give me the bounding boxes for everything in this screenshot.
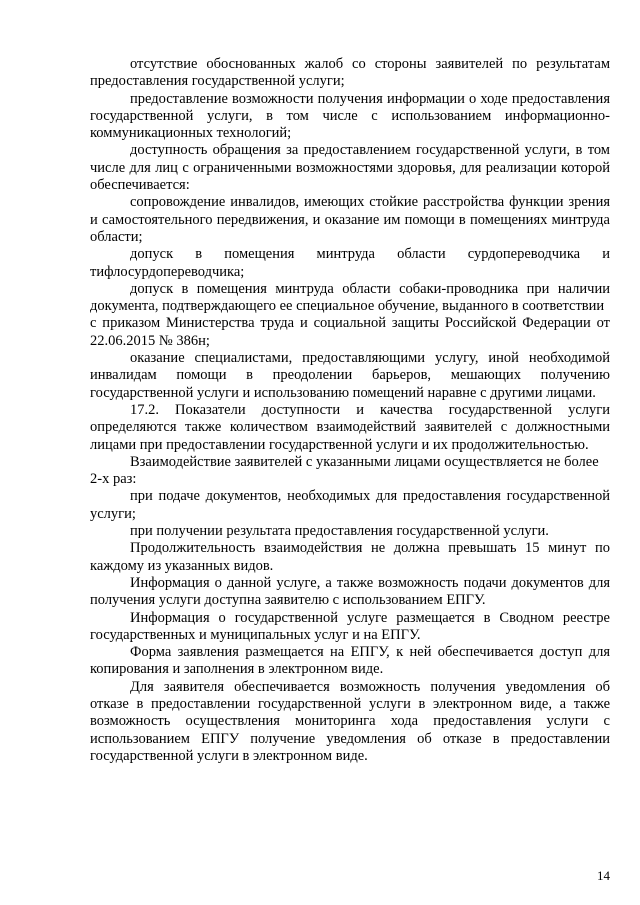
paragraph: доступность обращения за предоставлением государственной услуги, в том числе для лиц с ограниченными возможностями здоровья, для реализации которой обеспечивается:: [90, 142, 610, 194]
document-body: [90, 56, 610, 765]
paragraph: 17.2. Показатели доступности и качества государственной услуги определяются также количеством взаимодействий заявителей с должностными лицами при предоставлении государственной услуги и их продолжительностью.: [90, 401, 610, 453]
paragraph: Информация о данной услуге, а также возможность подачи документов для получения услуги доступна заявителю с использованием ЕПГУ.: [90, 574, 610, 609]
paragraph: допуск в помещения минтруда области собаки-проводника при наличии документа, подтверждающего ее специальное обучение, выданного в соответствии: [90, 280, 610, 315]
paragraph: Для заявителя обеспечивается возможность получения уведомления об отказе в предоставлении государственной услуги в электронном виде, а также возможность осуществления мониторинга хода предоставления услуги с использованием ЕПГУ получение уведомления об отказе в предоставлении государственной услуги в электронном виде.: [90, 678, 610, 764]
paragraph: 2-х раз:: [90, 471, 137, 488]
paragraph: при подаче документов, необходимых для предоставления государственной услуги;: [90, 488, 610, 522]
paragraph: при получении результата предоставления государственной услуги.: [130, 523, 549, 540]
paragraph: Форма заявления размещается на ЕПГУ, к ней обеспечивается доступ для копирования и заполнения в электронном виде.: [90, 644, 610, 678]
paragraph: отсутствие обоснованных жалоб со стороны заявителей по результатам предоставления государственной услуги;: [90, 56, 610, 90]
paragraph: Взаимодействие заявителей с указанными лицами осуществляется не более: [130, 453, 599, 470]
paragraph: Продолжительность взаимодействия не должна превышать 15 минут по каждому из указанных видов.: [90, 540, 610, 574]
paragraph: сопровождение инвалидов, имеющих стойкие расстройства функции зрения и самостоятельного передвижения, и оказание им помощи в помещениях минтруда области;: [90, 194, 610, 245]
paragraph: оказание специалистами, предоставляющими услугу, иной необходимой инвалидам помощи в преодолении барьеров, мешающих получению государственной услуги и использованию помещений наравне с другими лицами.: [90, 350, 610, 401]
page-number: 14: [597, 868, 610, 883]
paragraph: с приказом Министерства труда и социальной защиты Российской Федерации от 22.06.2015 № 386н;: [90, 315, 610, 349]
paragraph: Информация о государственной услуге размещается в Сводном реестре государственных и муниципальных услуг и на ЕПГУ.: [90, 609, 610, 643]
paragraph: допуск в помещения минтруда области сурдопереводчика и тифлосурдопереводчика;: [90, 246, 610, 280]
paragraph: предоставление возможности получения информации о ходе предоставления государственной услуги, в том числе с использованием информационно-коммуникационных технологий;: [90, 90, 610, 142]
